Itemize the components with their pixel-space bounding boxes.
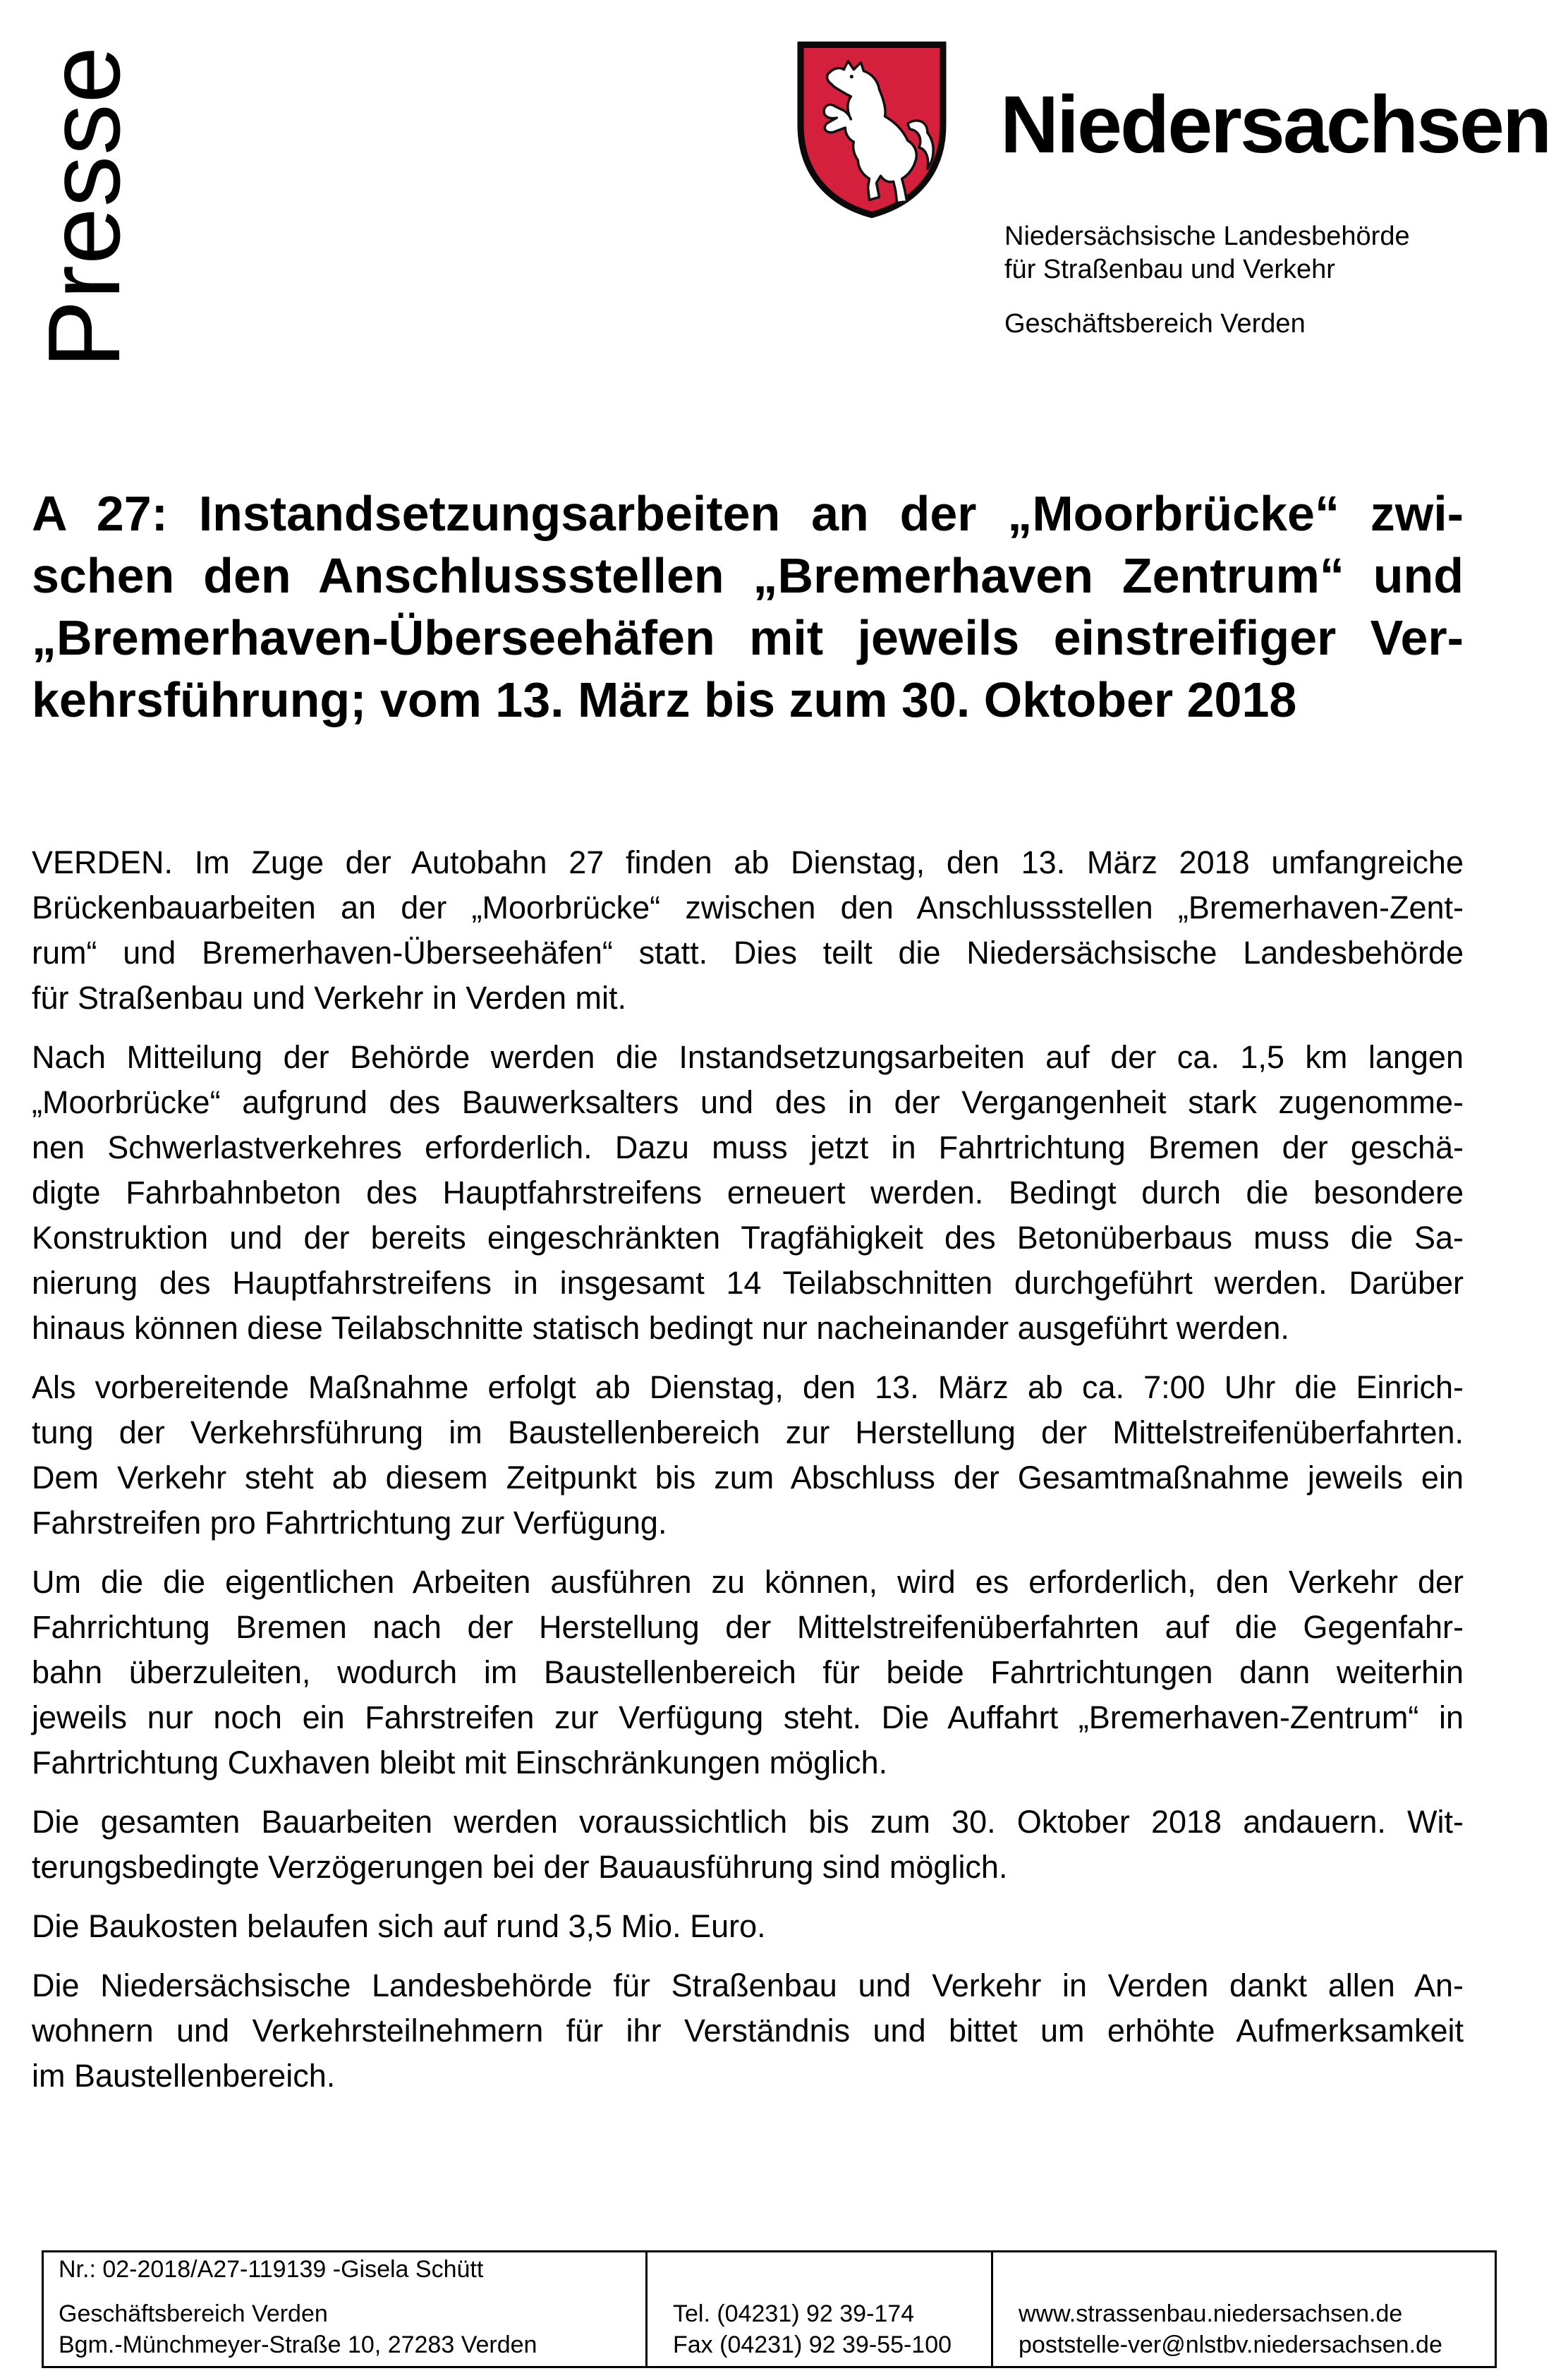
contact-footer-table	[42, 2250, 1497, 2368]
text-line: Dem Verkehr steht ab diesem Zeitpunkt bis zum Abschluss der Gesamtmaßnahme jeweils ein	[32, 1460, 1464, 1496]
text-line: A 27: Instandsetzungsarbeiten an der „Moorbrücke“ zwi-	[32, 486, 1464, 541]
paragraph-6	[32, 1904, 1464, 1949]
footer-website: www.strassenbau.niedersachsen.de	[1019, 2300, 1403, 2327]
text-line: kehrsführung; vom 13. März bis zum 30. Oktober 2018	[32, 672, 1297, 727]
agency-name-line1: Niedersächsische Landesbehörde	[1004, 222, 1410, 251]
footer-phone-cell	[648, 2252, 993, 2366]
text-line: rum“ und Bremerhaven-Überseehäfen“ statt. Dies teilt die Niedersächsische Landesbehörde	[32, 935, 1464, 971]
niedersachsen-coat-of-arms-icon	[796, 40, 948, 220]
text-line: nierung des Hauptfahrstreifens in insgesamt 14 Teilabschnitten durchgeführt werden. Darüber	[32, 1265, 1464, 1301]
paragraph-3	[32, 1365, 1464, 1546]
paragraph-4	[32, 1560, 1464, 1785]
text-line: terungsbedingte Verzögerungen bei der Bauausführung sind möglich.	[32, 1849, 1008, 1885]
text-line: Die Baukosten belaufen sich auf rund 3,5 Mio. Euro.	[32, 1908, 766, 1944]
footer-reference: Nr.: 02-2018/A27-119139 -Gisela Schütt	[59, 2256, 484, 2283]
footer-fax: Fax (04231) 92 39-55-100	[673, 2331, 952, 2358]
text-line: jeweils nur noch ein Fahrstreifen zur Verfügung steht. Die Auffahrt „Bremerhaven-Zentrum“ in	[32, 1699, 1464, 1735]
text-line: für Straßenbau und Verkehr in Verden mit.	[32, 980, 626, 1016]
text-line: nen Schwerlastverkehres erforderlich. Dazu muss jetzt in Fahrtrichtung Bremen der geschä-	[32, 1129, 1464, 1165]
text-line: Nach Mitteilung der Behörde werden die Instandsetzungsarbeiten auf der ca. 1,5 km langen	[32, 1039, 1464, 1075]
horse-eye	[850, 75, 853, 78]
text-line: Als vorbereitende Maßnahme erfolgt ab Dienstag, den 13. März ab ca. 7:00 Uhr die Einrich-	[32, 1369, 1464, 1405]
footer-office-address	[59, 2298, 638, 2360]
text-line: tung der Verkehrsführung im Baustellenbereich zur Herstellung der Mittelstreifenüberfahrten.	[32, 1414, 1464, 1450]
footer-office: Geschäftsbereich Verden	[59, 2300, 328, 2327]
footer-email: poststelle-ver@nlstbv.niedersachsen.de	[1019, 2331, 1442, 2358]
text-line: schen den Anschlussstellen „Bremerhaven Zentrum“ und	[32, 548, 1464, 603]
text-line: Die Niedersächsische Landesbehörde für Straßenbau und Verkehr in Verden dankt allen An-	[32, 1967, 1464, 2003]
paragraph-7	[32, 1963, 1464, 2099]
text-line: hinaus können diese Teilabschnitte statisch bedingt nur nacheinander ausgeführt werden.	[32, 1310, 1289, 1346]
state-wordmark: Niedersachsen	[1000, 80, 1550, 170]
text-line: digte Fahrbahnbeton des Hauptfahrstreifens erneuert werden. Bedingt durch die besondere	[32, 1175, 1464, 1211]
footer-web-cell	[993, 2252, 1495, 2366]
text-line: „Bremerhaven-Überseehäfen mit jeweils einstreifiger Ver-	[32, 610, 1464, 665]
press-release-body	[32, 840, 1464, 2113]
text-line: Fahrtrichtung Cuxhaven bleibt mit Einschränkungen möglich.	[32, 1745, 888, 1781]
agency-name-line2: für Straßenbau und Verkehr	[1004, 255, 1335, 284]
text-line: „Moorbrücke“ aufgrund des Bauwerksalters und des in der Vergangenheit stark zugenomme-	[32, 1084, 1464, 1120]
footer-phone: Tel. (04231) 92 39-174	[673, 2300, 915, 2327]
text-line: Fahrstreifen pro Fahrtrichtung zur Verfügung.	[32, 1505, 667, 1541]
text-line: wohnern und Verkehrsteilnehmern für ihr Verständnis und bittet um erhöhte Aufmerksamkeit	[32, 2013, 1464, 2049]
agency-name	[1004, 220, 1410, 286]
text-line: im Baustellenbereich.	[32, 2058, 336, 2094]
presse-vertical-label: Presse	[27, 45, 141, 368]
division-name: Geschäftsbereich Verden	[1004, 309, 1306, 339]
text-line: Um die die eigentlichen Arbeiten ausführen zu können, wird es erforderlich, den Verkehr der	[32, 1564, 1464, 1600]
text-line: bahn überzuleiten, wodurch im Baustellenbereich für beide Fahrtrichtungen dann weiterhin	[32, 1654, 1464, 1690]
text-line: Fahrrichtung Bremen nach der Herstellung der Mittelstreifenüberfahrten auf die Gegenfahr-	[32, 1609, 1464, 1645]
paragraph-1	[32, 840, 1464, 1021]
paragraph-5	[32, 1800, 1464, 1890]
text-line: Konstruktion und der bereits eingeschränkten Tragfähigkeit des Betonüberbaus muss die Sa-	[32, 1220, 1464, 1256]
press-release-title	[32, 483, 1464, 731]
footer-address: Bgm.-Münchmeyer-Straße 10, 27283 Verden	[59, 2331, 537, 2358]
text-line: Die gesamten Bauarbeiten werden voraussichtlich bis zum 30. Oktober 2018 andauern. Wit-	[32, 1804, 1464, 1840]
footer-reference-cell	[44, 2252, 648, 2366]
paragraph-2	[32, 1035, 1464, 1351]
text-line: Brückenbauarbeiten an der „Moorbrücke“ zwischen den Anschlussstellen „Bremerhaven-Zent-	[32, 890, 1464, 926]
text-line: VERDEN. Im Zuge der Autobahn 27 finden ab Dienstag, den 13. März 2018 umfangreiche	[32, 844, 1464, 880]
